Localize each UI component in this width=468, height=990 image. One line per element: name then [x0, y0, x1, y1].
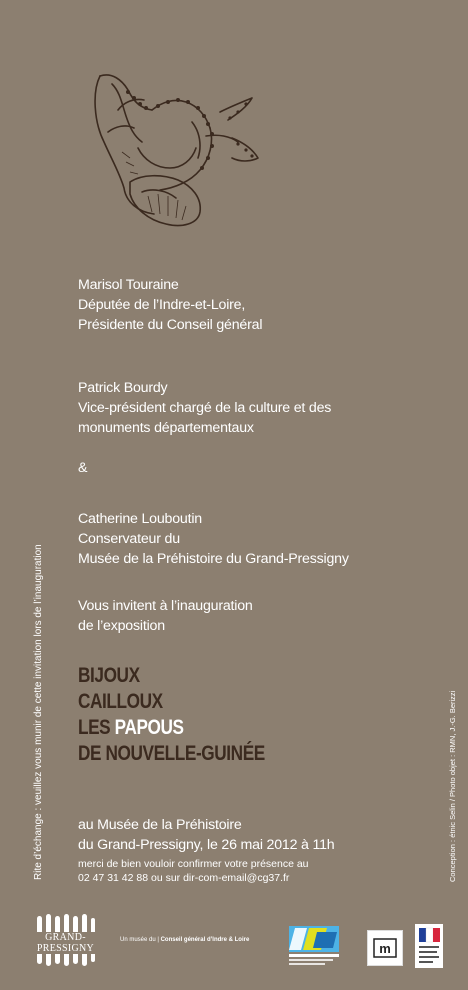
host-1	[78, 275, 262, 335]
museum-department-label: Un musée du | Conseil général d’Indre & Loire	[120, 937, 250, 943]
host-1-name: Marisol Touraine	[78, 277, 179, 293]
ornament-illustration	[82, 62, 262, 242]
conseil-general-logo	[287, 922, 342, 970]
host-2-role: monuments départementaux	[78, 420, 254, 436]
host-2-title: Vice-président chargé de la culture et des	[78, 400, 332, 416]
curator-museum: Musée de la Préhistoire du Grand-Pressigny	[78, 551, 349, 567]
host-1-role: Présidente du Conseil général	[78, 317, 263, 333]
m-icon	[368, 931, 402, 965]
museum-label-department: Conseil général d’Indre & Loire	[160, 937, 250, 943]
curator-name: Catherine Louboutin	[78, 511, 202, 527]
host-1-title: Députée de l’Indre-et-Loire,	[78, 297, 246, 313]
venue-line-1: au Musée de la Préhistoire	[78, 817, 242, 833]
republique-francaise-logo	[415, 924, 443, 968]
host-2-name: Patrick Bourdy	[78, 380, 168, 396]
rsvp	[78, 857, 309, 885]
svg-text:m: m	[379, 941, 391, 956]
invite-line-1: Vous invitent à l’inauguration	[78, 598, 253, 614]
host-2	[78, 378, 331, 438]
curator	[78, 509, 349, 569]
title-word-les: LES	[78, 716, 111, 739]
tricolor-flag-icon	[415, 924, 443, 968]
title-line-2: CAILLOUX	[78, 690, 163, 713]
title-line-4: DE NOUVELLE-GUINÉE	[78, 742, 265, 765]
exhibition-title	[78, 663, 265, 767]
side-credits-right: Conception : étnic Selin / Photo objet : RMN, J.-G. Berizzi	[448, 690, 457, 882]
title-line-1: BIJOUX	[78, 664, 140, 687]
museum-label-prefix: Un musée du	[120, 937, 156, 943]
invite-line-2: de l’exposition	[78, 618, 165, 634]
grand-pressigny-logo	[18, 912, 113, 968]
ampersand: &	[78, 460, 88, 476]
side-note-left: Rite d’échange : veuillez vous munir de cette invitation lors de l’inauguration	[33, 544, 44, 880]
curator-title: Conservateur du	[78, 531, 180, 547]
grand-pressigny-wordmark: GRAND-PRESSIGNY	[18, 932, 113, 954]
invitation-line	[78, 596, 253, 636]
musee-m-logo	[367, 930, 403, 966]
title-word-papous: PAPOUS	[114, 716, 184, 739]
rsvp-contact: 02 47 31 42 88 ou sur dir-com-email@cg37.fr	[78, 872, 290, 884]
venue	[78, 815, 334, 855]
venue-date: du Grand-Pressigny, le 26 mai 2012 à 11h	[78, 837, 335, 853]
title-line-3	[78, 715, 265, 741]
footer-logos	[0, 912, 468, 972]
rsvp-line-1: merci de bien vouloir confirmer votre présence au	[78, 858, 309, 870]
